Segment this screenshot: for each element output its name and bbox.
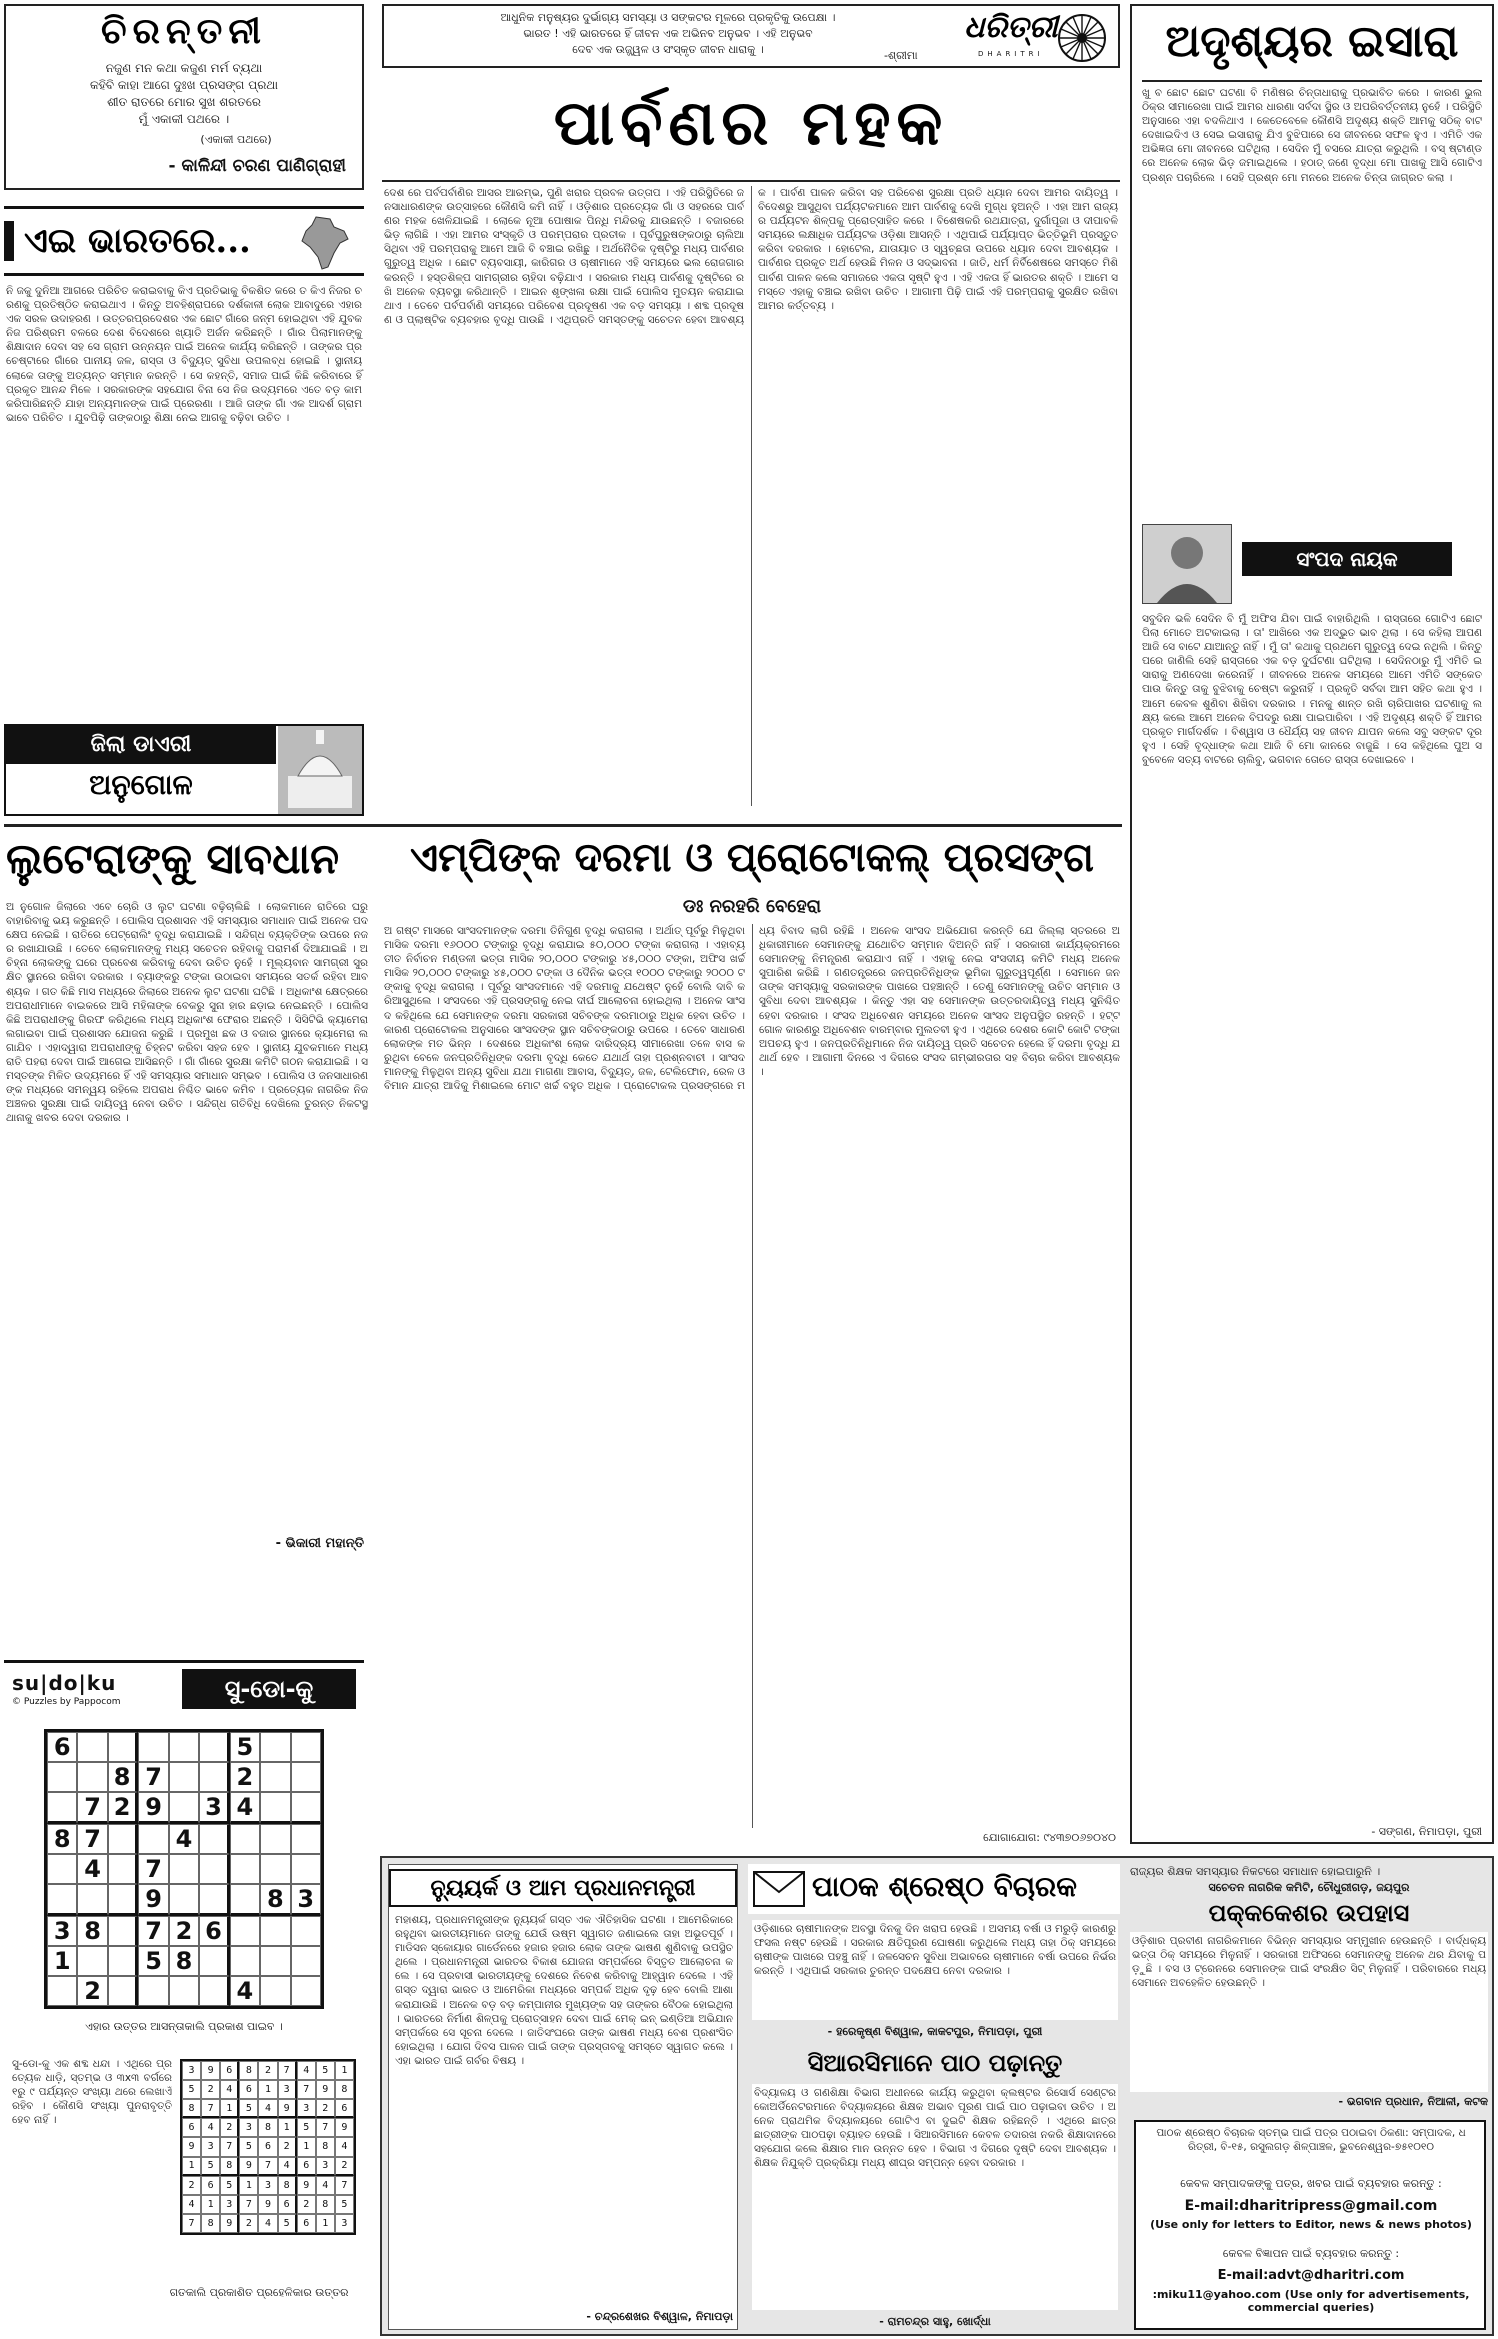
- sudoku-solution-cell: 3: [201, 2137, 220, 2156]
- sudoku-solution-cell: 4: [316, 2176, 335, 2195]
- letter3-body: ଓଡ଼ିଶାର ପ୍ରବୀଣ ନାଗରିକମାନେ ବିଭିନ୍ନ ସମସ୍ୟାର ସମ୍ମୁଖୀନ ହେଉଛନ୍ତି । ବାର୍ଦ୍ଧକ୍ୟ ଭତ୍ତା ଠିକ୍ ସମୟରେ ମିଳୁନାହିଁ । ସରକାରୀ ଅଫିସରେ ସେମାନଙ୍କୁ ଅନେକ ଥର ଯିବାକୁ ପଡ଼ୁଛି । ବସ ଓ ଟ୍ରେନରେ ସେମାନଙ୍କ ପାଇଁ ସଂରକ୍ଷିତ ସିଟ୍ ମିଳୁନାହିଁ । ପରିବାରରେ ମଧ୍ୟ ସେମାନେ ଅବହେଳିତ ହେଉଛନ୍ତି ।: [1130, 1932, 1488, 2092]
- sudoku-cell[interactable]: [77, 1732, 107, 1762]
- sudoku-cell[interactable]: [138, 1824, 168, 1854]
- district-diary-label: ଜିଲା ଡାଏରୀ: [6, 726, 276, 764]
- sudoku-solution-cell: 5: [335, 2195, 354, 2214]
- sudoku-solution-cell: 9: [297, 2176, 316, 2195]
- poem-title: ଚିରନ୍ତନୀ: [100, 10, 267, 52]
- sudoku-cell[interactable]: [47, 1884, 77, 1916]
- sudoku-solution-cell: 6: [297, 2214, 316, 2233]
- sudoku-solution-cell: 7: [239, 2195, 258, 2214]
- sudoku-solution-cell: 8: [335, 2080, 354, 2099]
- sudoku-solution-cell: 3: [258, 2176, 277, 2195]
- sudoku-cell[interactable]: [199, 1854, 229, 1884]
- sudoku-cell[interactable]: [230, 1884, 260, 1916]
- sudoku-cell: 4: [230, 1976, 260, 2006]
- sudoku-cell[interactable]: [260, 1762, 290, 1792]
- sudoku-cell[interactable]: [291, 1732, 321, 1762]
- right-column: [1130, 4, 1494, 1844]
- letters-area: [380, 1856, 1494, 2336]
- sudoku-solution-cell: 5: [239, 2099, 258, 2118]
- india-column-body: ନି ଜକୁ ଦୁନିଆ ଆଗରେ ପରିଚିତ କରାଇବାକୁ କିଏ ପ୍ରତିଭାକୁ ବିକଶିତ କରେ ତ କିଏ ନିଜର ଚରଣକୁ ପ୍ରତିଷ୍ଠିତ କରାଇଥାଏ । କିନ୍ତୁ ଅବହିଶ୍ରାପରେ ଦର୍ଶକାଳୀ ଲୋକ ଆବାଦୁରେ ଏହାର ଏକ ସରଳ ଉଦାହରଣ । ଉତ୍ତରପ୍ରଦେଶର ଏକ ଛୋଟ ଗାଁରେ ଜନ୍ମ ହୋଇଥିବା ଏହି ଯୁବକ ନିଜ ପରିଶ୍ରମ ବଳରେ ଦେଶ ବିଦେଶରେ ଖ୍ୟାତି ଅର୍ଜନ କରିଛନ୍ତି । ଗାଁର ପିଲାମାନଙ୍କୁ ଶିକ୍ଷାଦାନ ଦେବା ସହ ସେ ଗ୍ରାମ ଉନ୍ନୟନ ପାଇଁ ଅନେକ କାର୍ଯ୍ୟ କରିଛନ୍ତି । ତାଙ୍କର ପ୍ରଚେଷ୍ଟାରେ ଗାଁରେ ପାନୀୟ ଜଳ, ରାସ୍ତା ଓ ବିଦ୍ୟୁତ୍ ସୁବିଧା ଉପଲବ୍ଧ ହୋଇଛି । ସ୍ଥାନୀୟ ଲୋକେ ତାଙ୍କୁ ଅତ୍ୟନ୍ତ ସମ୍ମାନ କରନ୍ତି । ସେ କହନ୍ତି, ସମାଜ ପାଇଁ କିଛି କରିବାରେ ହିଁ ପ୍ରକୃତ ଆନନ୍ଦ ମିଳେ । ସରକାରଙ୍କ ସହଯୋଗ ବିନା ସେ ନିଜ ଉଦ୍ୟମରେ ଏତେ ବଡ଼ କାମ କରିପାରିଛନ୍ତି ଯାହା ଅନ୍ୟମାନଙ୍କ ପାଇଁ ପ୍ରେରଣା । ଆଜି ତାଙ୍କ ଗାଁ ଏକ ଆଦର୍ଶ ଗ୍ରାମ ଭାବେ ପରିଚିତ । ଯୁବପିଢ଼ି ତାଙ୍କଠାରୁ ଶିକ୍ଷା ନେଇ ଆଗକୁ ବଢ଼ିବା ଉଚିତ ।: [6, 285, 366, 424]
- sudoku-solution-cell: 9: [201, 2061, 220, 2080]
- sudoku-cell[interactable]: [291, 1824, 321, 1854]
- sudoku-solution-cell: 8: [316, 2195, 335, 2214]
- letter3-title: ପକ୍କକେଶର ଉପହାସ: [1208, 1898, 1410, 1927]
- district-name: ଅନୁଗୋଳ: [89, 768, 193, 801]
- sudoku-cell: 3: [199, 1792, 229, 1824]
- sudoku-solution-cell: 3: [335, 2214, 354, 2233]
- sudoku-solution-cell: 7: [297, 2080, 316, 2099]
- quote-box: [382, 4, 1120, 68]
- sudoku-cell[interactable]: [47, 1762, 77, 1792]
- letter3-intro: ରାଜ୍ୟର ଶିକ୍ଷକ ସମସ୍ୟାର ନିକଟରେ ସମାଧାନ ହୋଇପାରୁନି ।: [1130, 1865, 1381, 1878]
- sudoku-cell: 6: [199, 1916, 229, 1946]
- sudoku-solution-cell: 8: [239, 2061, 258, 2080]
- sudoku-solution-cell: 6: [182, 2118, 201, 2137]
- sudoku-solution-cell: 5: [239, 2137, 258, 2156]
- poem-author: - କାଳିନ୍ଦୀ ଚରଣ ପାଣିଗ୍ରାହୀ: [168, 156, 346, 176]
- sudoku-solution-cell: 4: [258, 2099, 277, 2118]
- sudoku-solution-cell: 9: [220, 2214, 239, 2233]
- sudoku-solution-cell: 7: [316, 2118, 335, 2137]
- masthead-name: ଧରିତ୍ରୀ: [964, 10, 1058, 45]
- sudoku-cell: 7: [138, 1854, 168, 1884]
- sudoku-solution-cell: 2: [201, 2080, 220, 2099]
- sudoku-cell[interactable]: [108, 1854, 138, 1884]
- sudoku-cell[interactable]: [169, 1762, 199, 1792]
- contact-email[interactable]: E-mail:dharitripress@gmail.com: [1184, 2198, 1438, 2214]
- sudoku-cell[interactable]: [291, 1976, 321, 2006]
- sudoku-cell[interactable]: [199, 1884, 229, 1916]
- right-column-title: ଅଦୃଶ୍ୟର ଇସାରା: [1165, 16, 1459, 67]
- sudoku-cell[interactable]: [260, 1854, 290, 1884]
- sudoku-solution-cell: 8: [258, 2118, 277, 2137]
- sudoku-cell: 2: [108, 1792, 138, 1824]
- poem-box: [4, 4, 364, 190]
- sudoku-cell: 8: [47, 1824, 77, 1854]
- sudoku-cell[interactable]: [230, 1854, 260, 1884]
- main-article-body: ଦେଶ ରେ ପର୍ବପର୍ବାଣିର ଆସର ଆରମ୍ଭ, ପୁଣି ଖରାର ପ୍ରବଳ ଉତ୍ତାପ । ଏହି ପରିସ୍ଥିତିରେ ଜନସାଧାରଣଙ୍କ ଉତ୍ସାହରେ କୌଣସି କମି ନାହିଁ । ଓଡ଼ିଶାର ପ୍ରତ୍ୟେକ ଗାଁ ଓ ସହରରେ ପାର୍ବଣର ମହକ ଖେଳିଯାଇଛି । ଲୋକେ ନୂଆ ପୋଷାକ ପିନ୍ଧି ମନ୍ଦିରକୁ ଯାଉଛନ୍ତି । ବଜାରରେ ଭିଡ଼ ଲାଗିଛି । ଏହା ଆମର ସଂସ୍କୃତି ଓ ପରମ୍ପରାର ପ୍ରତୀକ । ପୂର୍ବପୁରୁଷଙ୍କଠାରୁ ଚାଲିଆସିଥିବା ଏହି ପରମ୍ପରାକୁ ଆମେ ଆଜି ବି ବଞ୍ଚାଇ ରଖିଛୁ । ଅର୍ଥନୈତିକ ଦୃଷ୍ଟିରୁ ମଧ୍ୟ ପାର୍ବଣର ଗୁରୁତ୍ୱ ଅଧିକ । ଛୋଟ ବ୍ୟବସାୟୀ, କାରିଗର ଓ ଚାଷୀମାନେ ଏହି ସମୟରେ ଭଲ ରୋଜଗାର କରନ୍ତି । ହସ୍ତଶିଳ୍ପ ସାମଗ୍ରୀର ଚାହିଦା ବଢ଼ିଯାଏ । ସରକାର ମଧ୍ୟ ପାର୍ବଣକୁ ଦୃଷ୍ଟିରେ ରଖି ଅନେକ ବ୍ୟବସ୍ଥା କରିଥାନ୍ତି । ଆଇନ ଶୃଙ୍ଖଳା ରକ୍ଷା ପାଇଁ ପୋଲିସ ମୁତୟନ କରାଯାଇଥାଏ । ତେବେ ପର୍ବପର୍ବାଣି ସମୟରେ ପରିବେଶ ପ୍ରଦୂଷଣ ଏକ ବଡ଼ ସମସ୍ୟା । ଶବ୍ଦ ପ୍ରଦୂଷଣ ଓ ପ୍ଲାଷ୍ଟିକ ବ୍ୟବହାର ବୃଦ୍ଧି ପାଉଛି । ଏଥିପ୍ରତି ସମସ୍ତଙ୍କୁ ସଚେତନ ହେବା ଆବଶ୍ୟକ । ପାର୍ବଣ ପାଳନ କରିବା ସହ ପରିବେଶ ସୁରକ୍ଷା ପ୍ରତି ଧ୍ୟାନ ଦେବା ଆମର ଦାୟିତ୍ୱ । ବିଦେଶରୁ ଆସୁଥିବା ପର୍ଯ୍ୟଟକମାନେ ଆମ ପାର୍ବଣକୁ ଦେଖି ମୁଗ୍ଧ ହୁଅନ୍ତି । ଏହା ଆମ ରାଜ୍ୟର ପର୍ଯ୍ୟଟନ ଶିଳ୍ପକୁ ପ୍ରୋତ୍ସାହିତ କରେ । ବିଶେଷକରି ରଥଯାତ୍ରା, ଦୁର୍ଗାପୂଜା ଓ ଦୀପାବଳି ସମୟରେ ଲକ୍ଷାଧିକ ପର୍ଯ୍ୟଟକ ଓଡ଼ିଶା ଆସନ୍ତି । ଏଥିପାଇଁ ପର୍ଯ୍ୟାପ୍ତ ଭିତ୍ତିଭୂମି ପ୍ରସ୍ତୁତ କରିବା ଦରକାର । ହୋଟେଲ, ଯାତାୟାତ ଓ ସ୍ୱଚ୍ଛତା ଉପରେ ଧ୍ୟାନ ଦେବା ଆବଶ୍ୟକ । ପାର୍ବଣର ପ୍ରକୃତ ଅର୍ଥ ହେଉଛି ମିଳନ ଓ ସଦ୍‌ଭାବନା । ଜାତି, ଧର୍ମ ନିର୍ବିଶେଷରେ ସମସ୍ତେ ମିଶି ପାର୍ବଣ ପାଳନ କଲେ ସମାଜରେ ଏକତା ସୃଷ୍ଟି ହୁଏ । ଏହି ଏକତା ହିଁ ଭାରତର ଶକ୍ତି । ଆମେ ସମସ୍ତେ ଏହାକୁ ବଞ୍ଚାଇ ରଖିବା ଉଚିତ । ଆଗାମୀ ପିଢ଼ି ପାଇଁ ଏହି ପରମ୍ପରାକୁ ସୁରକ୍ଷିତ ରଖିବା ଆମର କର୍ତ୍ତବ୍ୟ ।: [384, 187, 1122, 326]
- sudoku-cell[interactable]: [47, 1792, 77, 1824]
- quote-text: ଆଧୁନିକ ମନୁଷ୍ୟର ଦୁର୍ଭାଗ୍ୟ ସମସ୍ୟା ଓ ସଙ୍କଟର ମୂଳରେ ପ୍ରକୃତିକୁ ଉପେକ୍ଷା । ଭାରତ ! ଏହି ଭାରତରେ ହିଁ ଜୀବନ ଏକ ଅଭିନବ ଅନୁଭବ । ଏହି ଅନୁଭବ ଦେବ ଏକ ଉଜ୍ଜ୍ୱଳ ଓ ସଂସ୍କୃତ ଜୀବନ ଧାରାକୁ ।: [500, 11, 836, 56]
- sudoku-logo: su|do|ku: [12, 1671, 117, 1695]
- sudoku-cell: 4: [77, 1854, 107, 1884]
- sudoku-cell: 5: [230, 1732, 260, 1762]
- sudoku-solution-cell: 4: [278, 2157, 297, 2176]
- letter2-title: ସିଆରସିମାନେ ପାଠ ପଢ଼ାନ୍ତୁ: [807, 2048, 1063, 2077]
- letters-header: [748, 1864, 1120, 1914]
- poem-text: ନଜୁଣ ମନ କଥା କଜୁଣ ମର୍ମ ବ୍ୟଥା କହିବି କାହା ଆଗେ ଦୁଃଖ ପ୍ରସଙ୍ଗ ପ୍ରଥା ଶୀତ ରାତରେ ମୋର ସୁଖ ଶରତରେ ମୁଁ ଏକାକୀ ପଥରେ ।: [89, 61, 279, 126]
- sudoku-solution-cell: 3: [239, 2118, 258, 2137]
- sudoku-cell[interactable]: [169, 1976, 199, 2006]
- sudoku-solution-cell: 5: [201, 2157, 220, 2176]
- sudoku-solution-cell: 7: [258, 2157, 277, 2176]
- sudoku-cell[interactable]: [108, 1884, 138, 1916]
- sudoku-cell: 4: [230, 1792, 260, 1824]
- sudoku-solution-cell: 1: [316, 2214, 335, 2233]
- letter1-body: ଓଡ଼ିଶାରେ ଚାଷୀମାନଙ୍କ ଅବସ୍ଥା ଦିନକୁ ଦିନ ଖରାପ ହେଉଛି । ଅସମୟ ବର୍ଷା ଓ ମରୁଡ଼ି କାରଣରୁ ଫସଲ ନଷ୍ଟ ହେଉଛି । ସରକାର କ୍ଷତିପୂରଣ ଘୋଷଣା କରୁଥିଲେ ମଧ୍ୟ ତାହା ଠିକ୍ ସମୟରେ ଚାଷୀଙ୍କ ପାଖରେ ପହଞ୍ଚୁ ନାହିଁ । ଜଳସେଚନ ସୁବିଧା ଅଭାବରେ ଚାଷୀମାନେ ବର୍ଷା ଉପରେ ନିର୍ଭର କରନ୍ତି । ଏଥିପାଇଁ ସରକାର ତୁରନ୍ତ ପଦକ୍ଷେପ ନେବା ଦରକାର ।: [752, 1920, 1118, 2020]
- sudoku-solution-cell: 9: [239, 2157, 258, 2176]
- sudoku-solution-cell: 7: [201, 2099, 220, 2118]
- section-banner: [4, 206, 364, 276]
- main-article-title: ପାର୍ବଣର ମହକ: [553, 86, 949, 159]
- sudoku-solution-cell: 4: [182, 2195, 201, 2214]
- divider: [382, 180, 1120, 182]
- sudoku-cell: 1: [47, 1946, 77, 1976]
- sudoku-solution-cell: 8: [201, 2214, 220, 2233]
- sudoku-cell: 8: [169, 1946, 199, 1976]
- sudoku-solution-cell: 2: [239, 2214, 258, 2233]
- sudoku-cell: 9: [138, 1884, 168, 1916]
- sudoku-cell: 9: [138, 1792, 168, 1824]
- sudoku-cell: 6: [47, 1732, 77, 1762]
- sudoku-solution-cell: 9: [182, 2137, 201, 2156]
- sudoku-solution-cell: 4: [201, 2118, 220, 2137]
- sudoku-solution-cell: 3: [297, 2099, 316, 2118]
- right-column-place: - ସଙ୍ଗଣ, ନିମାପଡ଼ା, ପୁରୀ: [1371, 1825, 1482, 1838]
- sudoku-cell: 5: [138, 1946, 168, 1976]
- lutera-body: ଅ ନୁଗୋଳ ଜିଲାରେ ଏବେ ଚୋରି ଓ ଲୁଟ ଘଟଣା ବଢ଼ିଚାଲିଛି । ଲୋକମାନେ ରାତିରେ ଘରୁ ବାହାରିବାକୁ ଭୟ କରୁଛନ୍ତି । ପୋଲିସ ପ୍ରଶାସନ ଏହି ସମସ୍ୟାର ସମାଧାନ ପାଇଁ ଅନେକ ପଦକ୍ଷେପ ନେଇଛି । ରାତିରେ ପେଟ୍ରୋଲିଂ ବୃଦ୍ଧି କରାଯାଇଛି । ସନ୍ଦିଗ୍ଧ ବ୍ୟକ୍ତିଙ୍କ ଉପରେ ନଜର ରଖାଯାଉଛି । ତେବେ ଲୋକମାନଙ୍କୁ ମଧ୍ୟ ସଚେତନ ରହିବାକୁ ପରାମର୍ଶ ଦିଆଯାଇଛି । ଅଚିହ୍ନା ଲୋକଙ୍କୁ ଘରେ ପ୍ରବେଶ କରିବାକୁ ଦେବା ଉଚିତ ନୁହେଁ । ମୂଲ୍ୟବାନ ସାମଗ୍ରୀ ସୁରକ୍ଷିତ ସ୍ଥାନରେ ରଖିବା ଦରକାର । ବ୍ୟାଙ୍କରୁ ଟଙ୍କା ଉଠାଇବା ସମୟରେ ସତର୍କ ରହିବା ଆବଶ୍ୟକ । ଗତ କିଛି ମାସ ମଧ୍ୟରେ ଜିଲାରେ ଅନେକ ଲୁଟ ଘଟଣା ଘଟିଛି । ଅଧିକାଂଶ କ୍ଷେତ୍ରରେ ଅପରାଧୀମାନେ ବାଇକରେ ଆସି ମହିଳାଙ୍କ ବେକରୁ ସୁନା ହାର ଛଡ଼ାଇ ନେଇଛନ୍ତି । ପୋଲିସ କିଛି ଅପରାଧୀଙ୍କୁ ଗିରଫ କରିଥିଲେ ମଧ୍ୟ ଅଧିକାଂଶ ଫେରାର ଅଛନ୍ତି । ସିସିଟିଭି କ୍ୟାମେରା ଲଗାଇବା ପାଇଁ ପ୍ରଶାସନ ଯୋଜନା କରୁଛି । ପ୍ରମୁଖ ଛକ ଓ ବଜାର ସ୍ଥାନରେ କ୍ୟାମେରା ଲଗାଯିବ । ଏହାଦ୍ୱାରା ଅପରାଧୀଙ୍କୁ ଚିହ୍ନଟ କରିବା ସହଜ ହେବ । ସ୍ଥାନୀୟ ଯୁବକମାନେ ମଧ୍ୟ ରାତି ପହରା ଦେବା ପାଇଁ ଆଗେଇ ଆସିଛନ୍ତି । ଗାଁ ଗାଁରେ ସୁରକ୍ଷା କମିଟି ଗଠନ କରାଯାଇଛି । ସମସ୍ତଙ୍କ ମିଳିତ ଉଦ୍ୟମରେ ହିଁ ଏହି ସମସ୍ୟାର ସମାଧାନ ସମ୍ଭବ । ପୋଲିସ ଓ ଜନସାଧାରଣଙ୍କ ମଧ୍ୟରେ ସମନ୍ୱୟ ରହିଲେ ଅପରାଧ ନିଶ୍ଚିତ ଭାବେ କମିବ । ପ୍ରତ୍ୟେକ ନାଗରିକ ନିଜ ଅଞ୍ଚଳର ସୁରକ୍ଷା ପାଇଁ ଦାୟିତ୍ୱ ନେବା ଉଚିତ । ସନ୍ଦିଗ୍ଧ ଗତିବିଧି ଦେଖିଲେ ତୁରନ୍ତ ନିକଟସ୍ଥ ଥାନାକୁ ଖବର ଦେବା ଦରକାର ।: [6, 901, 372, 1125]
- sudoku-solution-cell: 4: [297, 2061, 316, 2080]
- sudoku-cell[interactable]: [291, 1792, 321, 1824]
- sudoku-solution-cell: 7: [335, 2176, 354, 2195]
- sudoku-cell: 4: [169, 1824, 199, 1854]
- section-banner-bar: [4, 221, 14, 261]
- mp-article-body: ଅ ଗଷ୍ଟ ମାସରେ ସାଂସଦମାନଙ୍କ ଦରମା ତିନିଗୁଣ ବୃଦ୍ଧି କରାଗଲା । ଅର୍ଥାତ୍ ପୂର୍ବରୁ ମିଳୁଥିବା ମାସିକ ଦରମା ୧୬୦୦୦ ଟଙ୍କାରୁ ବୃଦ୍ଧି କରାଯାଇ ୫୦,୦୦୦ ଟଙ୍କା କରାଗଲା । ଏହାବ୍ୟତୀତ ନିର୍ବାଚନ ମଣ୍ଡଳୀ ଭତ୍ତା ମାସିକ ୨୦,୦୦୦ ଟଙ୍କାରୁ ୪୫,୦୦୦ ଟଙ୍କା, ଅଫିସ ଖର୍ଚ୍ଚ ମାସିକ ୨୦,୦୦୦ ଟଙ୍କାରୁ ୪୫,୦୦୦ ଟଙ୍କା ଓ ଦୈନିକ ଭତ୍ତା ୧୦୦୦ ଟଙ୍କାରୁ ୨୦୦୦ ଟଙ୍କାକୁ ବୃଦ୍ଧି କରାଗଲା । ପୂର୍ବରୁ ସାଂସଦମାନେ ଏହି ଦରମାକୁ ଯଥେଷ୍ଟ ନୁହେଁ ବୋଲି ଦାବି କରିଆସୁଥିଲେ । ସଂସଦରେ ଏହି ପ୍ରସଙ୍ଗକୁ ନେଇ ଦୀର୍ଘ ଆଲୋଚନା ହୋଇଥିଲା । ଅନେକ ସାଂସଦ କହିଥିଲେ ଯେ ସେମାନଙ୍କ ଦରମା ସରକାରୀ ସଚିବଙ୍କ ଦରମାଠାରୁ ଅଧିକ ହେବା ଉଚିତ । କାରଣ ପ୍ରୋଟୋକଲ ଅନୁସାରେ ସାଂସଦଙ୍କ ସ୍ଥାନ ସଚିବଙ୍କଠାରୁ ଉପରେ । ତେବେ ସାଧାରଣ ଲୋକଙ୍କ ମତ ଭିନ୍ନ । ଦେଶରେ ଅଧିକାଂଶ ଲୋକ ଦାରିଦ୍ର୍ୟ ସୀମାରେଖା ତଳେ ବାସ କରୁଥିବା ବେଳେ ଜନପ୍ରତିନିଧିଙ୍କ ଦରମା ବୃଦ୍ଧି କେତେ ଯଥାର୍ଥ ତାହା ପ୍ରଶ୍ନବାଚୀ । ସାଂସଦମାନଙ୍କୁ ମିଳୁଥିବା ଅନ୍ୟ ସୁବିଧା ଯଥା ମାଗଣା ଆବାସ, ବିଦ୍ୟୁତ୍, ଜଳ, ଟେଲିଫୋନ, ରେଳ ଓ ବିମାନ ଯାତ୍ରା ଆଦିକୁ ମିଶାଇଲେ ମୋଟ ଖର୍ଚ୍ଚ ବହୁତ ଅଧିକ । ପ୍ରୋଟୋକଲ ପ୍ରସଙ୍ଗରେ ମଧ୍ୟ ବିବାଦ ଲାଗି ରହିଛି । ଅନେକ ସାଂସଦ ଅଭିଯୋଗ କରନ୍ତି ଯେ ଜିଲ୍ଲା ସ୍ତରରେ ଅଧିକାରୀମାନେ ସେମାନଙ୍କୁ ଯଥୋଚିତ ସମ୍ମାନ ଦିଅନ୍ତି ନାହିଁ । ସରକାରୀ କାର୍ଯ୍ୟକ୍ରମରେ ସେମାନଙ୍କୁ ନିମନ୍ତ୍ରଣ କରାଯାଏ ନାହିଁ । ଏହାକୁ ନେଇ ସଂସଦୀୟ କମିଟି ମଧ୍ୟ ଅନେକ ସୁପାରିଶ କରିଛି । ଗଣତନ୍ତ୍ରରେ ଜନପ୍ରତିନିଧିଙ୍କ ଭୂମିକା ଗୁରୁତ୍ୱପୂର୍ଣ୍ଣ । ସେମାନେ ଜନତାଙ୍କ ସମସ୍ୟାକୁ ସରକାରଙ୍କ ପାଖରେ ପହଞ୍ଚାନ୍ତି । ତେଣୁ ସେମାନଙ୍କୁ ଉଚିତ ସମ୍ମାନ ଓ ସୁବିଧା ଦେବା ଆବଶ୍ୟକ । କିନ୍ତୁ ଏହା ସହ ସେମାନଙ୍କ ଉତ୍ତରଦାୟିତ୍ୱ ମଧ୍ୟ ସୁନିଶ୍ଚିତ ହେବା ଦରକାର । ସଂସଦ ଅଧିବେଶନ ସମୟରେ ଅନେକ ସାଂସଦ ଅନୁପସ୍ଥିତ ରହନ୍ତି । ହଟ୍ଟଗୋଳ କାରଣରୁ ଅଧିବେଶନ ବାରମ୍ବାର ମୁଲତବୀ ହୁଏ । ଏଥିରେ ଦେଶର କୋଟି କୋଟି ଟଙ୍କା ଅପଚୟ ହୁଏ । ଜନପ୍ରତିନିଧିମାନେ ନିଜ ଦାୟିତ୍ୱ ପ୍ରତି ସଚେତନ ହେଲେ ହିଁ ଦରମା ବୃଦ୍ଧି ଯଥାର୍ଥ ହେବ । ଆଗାମୀ ଦିନରେ ଏ ଦିଗରେ ସଂସଦ ଗମ୍ଭୀରତାର ସହ ବିଚାର କରିବା ଆବଶ୍ୟକ ।: [384, 925, 1124, 1093]
- contact-ad-email-2[interactable]: :miku11@yahoo.com (Use only for advertisements, commercial queries): [1152, 2288, 1470, 2314]
- sudoku-howto: ସୁ-ଡୋ-କୁ ଏକ ଶବ୍ଦ ଧନ୍ଦା । ଏଥିରେ ପ୍ରତ୍ୟେକ ଧାଡ଼ି, ସ୍ତମ୍ଭ ଓ ୩x୩ ବର୍ଗରେ ୧ରୁ ୯ ପର୍ଯ୍ୟନ୍ତ ସଂଖ୍ୟା ଥରେ ଲେଖାଏଁ ରହିବ । କୌଣସି ସଂଖ୍ୟା ପୁନରାବୃତ୍ତି ହେବ ନାହିଁ ।: [12, 2058, 176, 2127]
- sudoku-cell[interactable]: [138, 1976, 168, 2006]
- sudoku-cell[interactable]: [77, 1884, 107, 1916]
- letter1-author: - ହରେକୃଷ୍ଣ ବିଶ୍ୱାଳ, କାକଟପୁର, ନିମାପଡ଼ା, ପୁରୀ: [827, 2025, 1043, 2038]
- letter3-author: - ଭଗବାନ ପ୍ରଧାନ, ନିଆଳୀ, କଟକ: [1338, 2095, 1488, 2108]
- sudoku-cell[interactable]: [199, 1824, 229, 1854]
- sudoku-cell: 7: [77, 1824, 107, 1854]
- newyork-author: - ଚନ୍ଦ୍ରଶେଖର ବିଶ୍ୱାଳ, ନିମାପଡ଼ା: [586, 2310, 733, 2323]
- sudoku-solution-cell: 3: [182, 2061, 201, 2080]
- sudoku-solution-cell: 4: [258, 2214, 277, 2233]
- sudoku-solution-note: ଗତକାଲି ପ୍ରକାଶିତ ପ୍ରହେଳିକାର ଉତ୍ତର: [169, 2286, 349, 2299]
- sudoku-solution-cell: 6: [335, 2099, 354, 2118]
- sudoku-solution-cell: 5: [278, 2214, 297, 2233]
- sudoku-solution-cell: 2: [335, 2157, 354, 2176]
- mp-article-contact: ଯୋଗାଯୋଗ: ୯୪୩୭୦୬୭୦୪୦: [983, 1831, 1116, 1844]
- sudoku-cell[interactable]: [260, 1824, 290, 1854]
- sudoku-solution-cell: 1: [297, 2137, 316, 2156]
- sudoku-cell: 7: [138, 1762, 168, 1792]
- sudoku-solution-cell: 5: [297, 2118, 316, 2137]
- sudoku-solution-cell: 2: [316, 2099, 335, 2118]
- sudoku-cell: 8: [108, 1762, 138, 1792]
- sudoku-cell[interactable]: [260, 1732, 290, 1762]
- newyork-title: ନ୍ୟୁୟର୍କ ଓ ଆମ ପ୍ରଧାନମନ୍ତ୍ରୀ: [389, 1869, 737, 1907]
- sudoku-solution-cell: 6: [297, 2157, 316, 2176]
- sudoku-solution-cell: 1: [182, 2157, 201, 2176]
- sudoku-cell[interactable]: [138, 1732, 168, 1762]
- sudoku-grid[interactable]: [44, 1729, 324, 2009]
- sudoku-cell[interactable]: [108, 1824, 138, 1854]
- sudoku-cell[interactable]: [291, 1946, 321, 1976]
- letters-title: ପାଠକ ଶ୍ରେଷ୍ଠ ବିଚାରକ: [812, 1870, 1077, 1903]
- sudoku-cell[interactable]: [230, 1916, 260, 1946]
- letter2-body: ବିଦ୍ୟାଳୟ ଓ ଗଣଶିକ୍ଷା ବିଭାଗ ଅଧୀନରେ କାର୍ଯ୍ୟ କରୁଥିବା କ୍ଲଷ୍ଟର ରିସୋର୍ସ ସେଣ୍ଟର କୋଅର୍ଡିନେଟରମାନେ ବିଦ୍ୟାଳୟରେ ଶିକ୍ଷକ ଅଭାବ ପୂରଣ ପାଇଁ ପାଠ ପଢ଼ାଇବା ଉଚିତ । ଅନେକ ପ୍ରାଥମିକ ବିଦ୍ୟାଳୟରେ ଗୋଟିଏ ବା ଦୁଇଟି ଶିକ୍ଷକ ରହିଛନ୍ତି । ଏଥିରେ ଛାତ୍ରଛାତ୍ରୀଙ୍କ ପାଠପଢ଼ା ବ୍ୟାହତ ହେଉଛି । ସିଆରସିମାନେ କେବଳ ତଦାରଖ ନକରି ଶିକ୍ଷାଦାନରେ ସହଯୋଗ କଲେ ଶିକ୍ଷାର ମାନ ଉନ୍ନତ ହେବ । ବିଭାଗ ଏ ଦିଗରେ ଦୃଷ୍ଟି ଦେବା ଆବଶ୍ୟକ । ଶିକ୍ଷକ ନିଯୁକ୍ତି ପ୍ରକ୍ରିୟା ମଧ୍ୟ ଶୀଘ୍ର ସମ୍ପନ୍ନ ହେବା ଦରକାର ।: [752, 2084, 1118, 2310]
- sudoku-cell: 7: [77, 1792, 107, 1824]
- sudoku-solution-cell: 9: [258, 2195, 277, 2214]
- sudoku-solution-cell: 1: [220, 2099, 239, 2118]
- sudoku-solution-cell: 5: [220, 2176, 239, 2195]
- monument-photo: [278, 726, 362, 814]
- divider: [1142, 80, 1482, 82]
- lutera-title: ଲୁଟେରାଙ୍କୁ ସାବଧାନ: [6, 834, 340, 883]
- sudoku-solution-cell: 6: [201, 2176, 220, 2195]
- letter2-author: - ରାମଚନ୍ଦ୍ର ସାହୁ, ଖୋର୍ଦ୍ଧା: [879, 2315, 991, 2328]
- sudoku-solution-cell: 1: [239, 2176, 258, 2195]
- sudoku-cell[interactable]: [108, 1946, 138, 1976]
- sudoku-cell[interactable]: [199, 1762, 229, 1792]
- sudoku-solution-cell: 8: [278, 2176, 297, 2195]
- sudoku-solution-cell: 1: [278, 2118, 297, 2137]
- sudoku-solution-cell: 2: [297, 2195, 316, 2214]
- sudoku-cell[interactable]: [47, 1854, 77, 1884]
- sudoku-title: ସୁ-ଡୋ-କୁ: [182, 1669, 356, 1709]
- sudoku-solution-cell: 1: [335, 2061, 354, 2080]
- contact-ad-label: କେବଳ ବିଜ୍ଞାପନ ପାଇଁ ବ୍ୟବହାର କରନ୍ତୁ :: [1222, 2247, 1400, 2260]
- sudoku-solution-cell: 7: [220, 2137, 239, 2156]
- mp-article-author: ଡଃ ନରହରି ବେହେରା: [682, 896, 822, 917]
- sudoku-solution-cell: 5: [316, 2061, 335, 2080]
- sudoku-cell[interactable]: [108, 1732, 138, 1762]
- sudoku-solution-cell: 9: [278, 2099, 297, 2118]
- sudoku-solution-cell: 2: [278, 2137, 297, 2156]
- sudoku-cell: 8: [77, 1916, 107, 1946]
- sudoku-solution-cell: 9: [335, 2118, 354, 2137]
- sudoku-solution-cell: 6: [278, 2195, 297, 2214]
- chakra-icon: [1056, 12, 1108, 64]
- newyork-body: ମହାଶୟ, ପ୍ରଧାନମନ୍ତ୍ରୀଙ୍କ ନ୍ୟୁୟର୍କ ଗସ୍ତ ଏକ ଐତିହାସିକ ଘଟଣା । ଆମେରିକାରେ ରହୁଥିବା ଭାରତୀୟମାନେ ତାଙ୍କୁ ଯେଉଁ ଉଷ୍ମ ସ୍ୱାଗତ ଜଣାଇଲେ ତାହା ଅଭୂତପୂର୍ବ । ମାଡିସନ ସ୍କୋୟାର ଗାର୍ଡେନରେ ହଜାର ହଜାର ଲୋକ ତାଙ୍କ ଭାଷଣ ଶୁଣିବାକୁ ଉପସ୍ଥିତ ଥିଲେ । ପ୍ରଧାନମନ୍ତ୍ରୀ ଭାରତର ବିକାଶ ଯୋଜନା ସମ୍ପର୍କରେ ବିସ୍ତୃତ ଆଲୋଚନା କଲେ । ସେ ପ୍ରବାସୀ ଭାରତୀୟଙ୍କୁ ଦେଶରେ ନିବେଶ କରିବାକୁ ଆହ୍ୱାନ ଦେଲେ । ଏହି ଗସ୍ତ ଦ୍ୱାରା ଭାରତ ଓ ଆମେରିକା ମଧ୍ୟରେ ସମ୍ପର୍କ ଅଧିକ ଦୃଢ଼ ହେବ ବୋଲି ଆଶା କରାଯାଉଛି । ଅନେକ ବଡ଼ ବଡ଼ କମ୍ପାନୀର ମୁଖ୍ୟଙ୍କ ସହ ତାଙ୍କର ବୈଠକ ହୋଇଥିଲା । ଭାରତରେ ନିର୍ମାଣ ଶିଳ୍ପକୁ ପ୍ରୋତ୍ସାହନ ଦେବା ପାଇଁ ମେକ୍ ଇନ୍ ଇଣ୍ଡିଆ ଅଭିଯାନ ସମ୍ପର୍କରେ ସେ ସୂଚନା ଦେଲେ । ଜାତିସଂଘରେ ତାଙ୍କ ଭାଷଣ ମଧ୍ୟ ବେଶ ପ୍ରଶଂସିତ ହୋଇଥିଲା । ଯୋଗ ଦିବସ ପାଳନ ପାଇଁ ତାଙ୍କ ପ୍ରସ୍ତାବକୁ ସମସ୍ତେ ସ୍ୱାଗତ କଲେ । ଏହା ଭାରତ ପାଇଁ ଗର୍ବର ବିଷୟ ।: [395, 1914, 737, 2067]
- sudoku-solution-cell: 6: [220, 2061, 239, 2080]
- sudoku-solution-cell: 5: [182, 2080, 201, 2099]
- contact-email-label: କେବଳ ସମ୍ପାଦକଙ୍କୁ ପତ୍ର, ଖବର ପାଇଁ ବ୍ୟବହାର କରନ୍ତୁ :: [1180, 2177, 1442, 2190]
- sudoku-solution-cell: 8: [316, 2137, 335, 2156]
- sudoku-solution-cell: 7: [182, 2214, 201, 2233]
- sudoku-solution-cell: 8: [220, 2157, 239, 2176]
- sudoku-note: ଏହାର ଉତ୍ତର ଆସନ୍ତାକାଲି ପ୍ରକାଶ ପାଇବ ।: [85, 2020, 283, 2033]
- sudoku-cell[interactable]: [199, 1976, 229, 2006]
- contact-ad-email-1[interactable]: E-mail:advt@dharitri.com: [1217, 2268, 1405, 2283]
- contact-address: ପାଠକ ଶ୍ରେଷ୍ଠ ବିଚାରକ ସ୍ତମ୍ଭ ପାଇଁ ପତ୍ର ପଠାଇବା ଠିକଣା: ସମ୍ପାଦକ, ଧରିତ୍ରୀ, ବି-୧୫, ରସୁଲଗଡ଼ ଶିଳ୍ପାଞ୍ଚଳ, ଭୁବନେଶ୍ୱର-୭୫୧୦୧୦: [1156, 2127, 1466, 2154]
- mp-article-title: ଏମ୍‌ପିଙ୍କ ଦରମା ଓ ପ୍ରୋଟୋକଲ୍ ପ୍ରସଙ୍ଗ: [410, 834, 1094, 881]
- sudoku-cell[interactable]: [77, 1946, 107, 1976]
- sudoku-solution-cell: 6: [258, 2137, 277, 2156]
- sudoku-cell[interactable]: [260, 1792, 290, 1824]
- sudoku-cell[interactable]: [230, 1946, 260, 1976]
- sudoku-solution-cell: 8: [182, 2099, 201, 2118]
- quote-author: -ଶ୍ରୀମା: [884, 49, 918, 62]
- sudoku-cell[interactable]: [47, 1976, 77, 2006]
- envelope-icon: [752, 1870, 806, 1908]
- sudoku-cell: 3: [291, 1884, 321, 1916]
- sudoku-cell: 7: [138, 1916, 168, 1946]
- sudoku-solution-cell: 3: [220, 2195, 239, 2214]
- divider: [4, 824, 1122, 827]
- sudoku-cell[interactable]: [291, 1762, 321, 1792]
- lutera-author: - ଭିକାରୀ ମହାନ୍ତି: [275, 1536, 364, 1551]
- sudoku-solution-cell: 2: [220, 2118, 239, 2137]
- sudoku-cell[interactable]: [291, 1854, 321, 1884]
- sudoku-cell: 2: [169, 1916, 199, 1946]
- sudoku-solution-cell: 9: [316, 2080, 335, 2099]
- sudoku-cell: 8: [260, 1884, 290, 1916]
- sudoku-cell: 3: [47, 1916, 77, 1946]
- sudoku-cell[interactable]: [199, 1946, 229, 1976]
- sudoku-box: [4, 1660, 364, 2336]
- sudoku-solution-cell: 3: [278, 2080, 297, 2099]
- sudoku-cell[interactable]: [230, 1824, 260, 1854]
- right-column-body-1: ଖୁ ବ ଛୋଟ ଛୋଟ ଘଟଣା ବି ମଣିଷର ଚିନ୍ତାଧାରାକୁ ପ୍ରଭାବିତ କରେ । କାରଣ ଭୁଲ ଠିକ୍‌ର ସୀମାରେଖା ପାଇଁ ଆମର ଧାରଣା ସର୍ବଦା ସ୍ଥିର ଓ ଅପରିବର୍ତ୍ତନୀୟ ନୁହେଁ । ପରିସ୍ଥିତି ଅନୁସାରେ ଏହା ବଦଳିଥାଏ । କେତେବେଳେ କୌଣସି ଅଦୃଶ୍ୟ ଶକ୍ତି ଆମକୁ ସଠିକ୍ ବାଟ ଦେଖାଇଦିଏ ଓ ସେଇ ଇସାରାକୁ ଯିଏ ବୁଝିପାରେ ସେ ଜୀବନରେ ସଫଳ ହୁଏ । ଏମିତି ଏକ ଅଭିଜ୍ଞତା ମୋ ଜୀବନରେ ଘଟିଥିଲା । ସେଦିନ ମୁଁ ବସରେ ଯାତ୍ରା କରୁଥିଲି । ବସ୍ ଷ୍ଟାଣ୍ଡରେ ଅନେକ ଲୋକ ଭିଡ଼ ଜମାଇଥିଲେ । ହଠାତ୍ ଜଣେ ବୃଦ୍ଧା ମୋ ପାଖକୁ ଆସି ଗୋଟିଏ ପ୍ରଶ୍ନ ପଚାରିଲେ । ସେହି ପ୍ରଶ୍ନ ମୋ ମନରେ ଅନେକ ଚିନ୍ତା ଜାଗ୍ରତ କଲା ।: [1142, 87, 1486, 184]
- sudoku-solution-cell: 4: [220, 2080, 239, 2099]
- sudoku-cell[interactable]: [260, 1916, 290, 1946]
- contact-box: [1134, 2120, 1486, 2330]
- section-banner-label: ଏଇ ଭାରତରେ...: [24, 221, 251, 261]
- sudoku-cell[interactable]: [108, 1976, 138, 2006]
- sudoku-cell[interactable]: [108, 1916, 138, 1946]
- sudoku-cell[interactable]: [77, 1762, 107, 1792]
- sudoku-cell[interactable]: [169, 1854, 199, 1884]
- sudoku-solution-cell: 4: [335, 2137, 354, 2156]
- sudoku-cell[interactable]: [169, 1884, 199, 1916]
- sudoku-solution-cell: 3: [316, 2157, 335, 2176]
- sudoku-cell[interactable]: [169, 1732, 199, 1762]
- right-column-author: ସଂପଦ ନାୟକ: [1242, 542, 1452, 576]
- sudoku-solution-cell: 1: [258, 2080, 277, 2099]
- sudoku-cell[interactable]: [291, 1916, 321, 1946]
- sudoku-solution-cell: 2: [182, 2176, 201, 2195]
- sudoku-credit: © Puzzles by Pappocom: [12, 1697, 121, 1707]
- sudoku-cell: 2: [77, 1976, 107, 2006]
- sudoku-cell[interactable]: [260, 1946, 290, 1976]
- author-photo: [1142, 524, 1232, 604]
- sudoku-solution-cell: 1: [201, 2195, 220, 2214]
- letter3-sub: ସଚେତନ ନାଗରିକ କମିଟି, ଚୌଧୁରୀଗଡ଼, ଜୟପୁର: [1208, 1881, 1410, 1894]
- sudoku-cell[interactable]: [169, 1792, 199, 1824]
- sudoku-solution-cell: 2: [258, 2061, 277, 2080]
- sudoku-cell[interactable]: [260, 1976, 290, 2006]
- contact-email-note: (Use only for letters to Editor, news & news photos): [1150, 2218, 1472, 2231]
- right-column-body-2: ସବୁଦିନ ଭଳି ସେଦିନ ବି ମୁଁ ଅଫିସ ଯିବା ପାଇଁ ବାହାରିଥିଲି । ରାସ୍ତାରେ ଗୋଟିଏ ଛୋଟ ପିଲା ମୋତେ ଅଟକାଇଲା । ତା' ଆଖିରେ ଏକ ଅଦ୍ଭୁତ ଭାବ ଥିଲା । ସେ କହିଲା ଆପଣ ଆଜି ସେ ବାଟେ ଯାଆନ୍ତୁ ନାହିଁ । ମୁଁ ତା' କଥାକୁ ପ୍ରଥମେ ଗୁରୁତ୍ୱ ଦେଇ ନଥିଲି । କିନ୍ତୁ ପରେ ଜାଣିଲି ସେହି ରାସ୍ତାରେ ଏକ ବଡ଼ ଦୁର୍ଘଟଣା ଘଟିଥିଲା । ସେଦିନଠାରୁ ମୁଁ ଏମିତି ଇସାରାକୁ ଅଣଦେଖା କରେନାହିଁ । ଜୀବନରେ ଅନେକ ସମୟରେ ଆମେ ଏମିତି ସଙ୍କେତ ପାଉ କିନ୍ତୁ ତାକୁ ବୁଝିବାକୁ ଚେଷ୍ଟା କରୁନାହିଁ । ପ୍ରକୃତି ସର୍ବଦା ଆମ ସହିତ କଥା ହୁଏ । ଆମେ କେବଳ ଶୁଣିବା ଶିଖିବା ଦରକାର । ମନକୁ ଶାନ୍ତ ରଖି ଚାରିପାଖର ଘଟଣାକୁ ଲକ୍ଷ୍ୟ କଲେ ଆମେ ଅନେକ ବିପଦରୁ ରକ୍ଷା ପାଇପାରିବା । ଏହି ଅଦୃଶ୍ୟ ଶକ୍ତି ହିଁ ଆମର ପ୍ରକୃତ ମାର୍ଗଦର୍ଶକ । ବିଶ୍ୱାସ ଓ ଧୈର୍ଯ୍ୟ ସହ ଜୀବନ ଯାପନ କଲେ ସବୁ ସଙ୍କଟ ଦୂର ହୁଏ । ସେହି ବୃଦ୍ଧାଙ୍କ କଥା ଆଜି ବି ମୋ କାନରେ ବାଜୁଛି । ସେ କହିଥିଲେ ପୁଅ ସବୁବେଳେ ସତ୍ୟ ବାଟରେ ଚାଲିବୁ, ଭଗବାନ ତୋତେ ରାସ୍ତା ଦେଖାଇବେ ।: [1142, 613, 1486, 766]
- masthead-sub: DHARITRI: [978, 50, 1044, 58]
- sudoku-cell: 2: [230, 1762, 260, 1792]
- person-icon: [1143, 525, 1231, 603]
- district-diary: [4, 724, 364, 816]
- sudoku-solution-cell: 6: [239, 2080, 258, 2099]
- sudoku-cell[interactable]: [199, 1732, 229, 1762]
- newyork-letter: [388, 1864, 738, 2330]
- india-map-icon: [294, 213, 354, 273]
- sudoku-solution-cell: 7: [278, 2061, 297, 2080]
- sudoku-solution-grid: [180, 2059, 356, 2235]
- poem-source: (ଏକାକୀ ପଥରେ): [200, 133, 272, 146]
